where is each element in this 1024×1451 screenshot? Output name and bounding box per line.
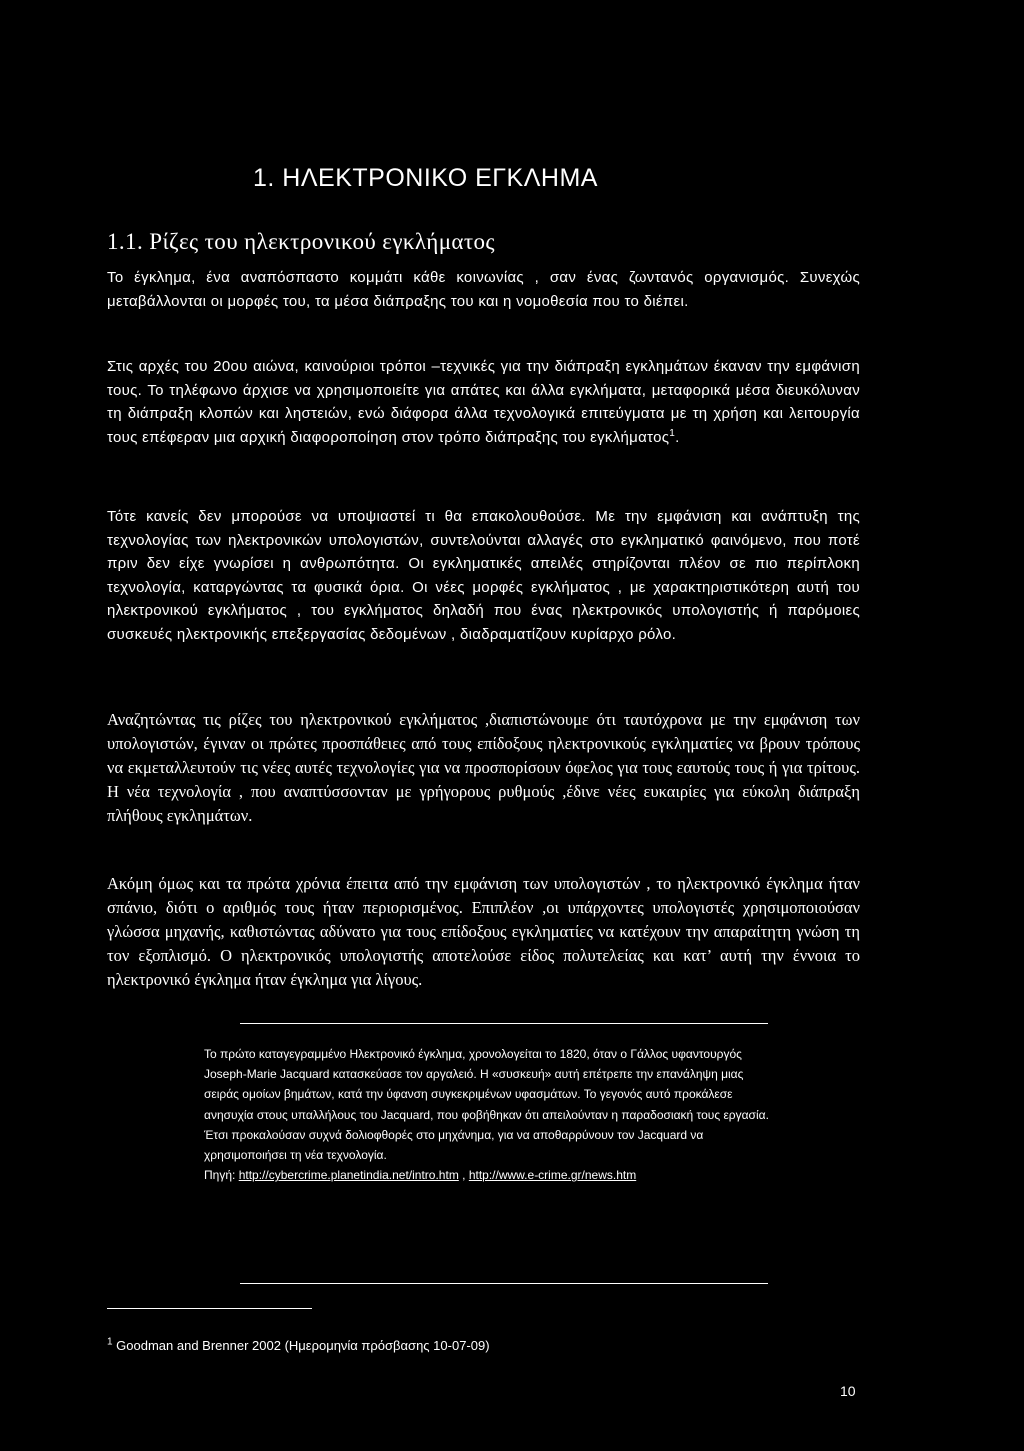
box-note-source: [204, 1165, 776, 1185]
footnote: [107, 1338, 490, 1353]
chapter-title: 1. ΗΛΕΚΤΡΟΝΙΚΟ ΕΓΚΛΗΜΑ: [253, 164, 598, 192]
paragraph-2-end: .: [675, 428, 680, 446]
paragraph-2-text: Στις αρχές του 20ου αιώνα, καινούριοι τρόποι –τεχνικές για την διάπραξη εγκλημάτων έκαναν την εμφάνιση τους. Το τηλέφωνο άρχισε να χρησιμοποιείτε για απάτες και άλλα εγκλήματα, μεταφορικά μέσα διευκόλυναν τη διάπραξη κλοπών και ληστειών, ενώ διάφορα άλλα τεχνολογικά επιτεύγματα με τη χρήση και λειτουργία τους επέφεραν μια αρχική διαφοροποίηση στον τρόπο διάπραξης του εγκλήματος: [107, 358, 860, 446]
box-note: [204, 1044, 776, 1185]
paragraph-1: Το έγκλημα, ένα αναπόσπαστο κομμάτι κάθε κοινωνίας , σαν ένας ζωντανός οργανισμός. Συνεχώς μεταβάλλονται οι μορφές του, τα μέσα διάπραξης του και η νομοθεσία που το διέπει.: [107, 269, 860, 310]
footnote-separator: [107, 1308, 312, 1309]
paragraph-3: Τότε κανείς δεν μπορούσε να υποψιαστεί τι θα επακολουθούσε. Με την εμφάνιση και ανάπτυξη της τεχνολογίας των ηλεκτρονικών υπολογιστών, συντελούνται αλλαγές στο εγκληματικό φαινόμενο, που ποτέ πριν δεν είχε γνωρίσει η ανθρωπότητα. Οι εγκληματικές απειλές στηρίζονται πλέον σε πιο περίπλοκη τεχνολογία, καταργώντας τα φυσικά όρια. Οι νέες μορφές εγκλήματος , με χαρακτηριστικότερη αυτή του ηλεκτρονικού εγκλήματος , του εγκλήματος δηλαδή που ένας ηλεκτρονικός υπολογιστής ή παρόμοιες συσκευές ηλεκτρονικής επεξεργασίας δεδομένων , διαδραματίζουν κυρίαρχο ρόλο.: [107, 508, 860, 643]
paragraph-5: Ακόμη όμως και τα πρώτα χρόνια έπειτα από την εμφάνιση των υπολογιστών , το ηλεκτρονικό έγκλημα ήταν σπάνιο, διότι ο αριθμός τους ήταν περιορισμένος. Επιπλέον ,οι υπάρχοντες υπολογιστές χρησιμοποιούσαν γλώσσα μηχανής, καθιστώντας αδύνατο για τους επίδοξους εγκληματίες να κατέχουν την απαραίτητη γνώση τη τον εξοπλισμό. Ο ηλεκτρονικός υπολογιστής αποτελούσε είδος πολυτελείας και κατ’ αυτή την έννοια το ηλεκτρονικό έγκλημα ήταν έγκλημα για λίγους.: [107, 874, 860, 989]
source-link-1[interactable]: http://cybercrime.planetindia.net/intro.htm: [238, 1168, 459, 1183]
page-number: 10: [840, 1383, 856, 1399]
section-title: 1.1. Ρίζες του ηλεκτρονικού εγκλήματος: [107, 229, 495, 254]
paragraph-4: Αναζητώντας τις ρίζες του ηλεκτρονικού εγκλήματος ,διαπιστώνουμε ότι ταυτόχρονα με την εμφάνιση των υπολογιστών, έγιναν οι πρώτες προσπάθειες από τους επίδοξους ηλεκτρονικούς εγκληματίες να βρουν τρόπους να εκμεταλλευτούν τις νέες αυτές τεχνολογίες για να προσπορίσουν όφελος για τους εαυτούς τους ή για τρίτους. Η νέα τεχνολογία , που αναπτύσσονταν με γρήγορους ρυθμούς ,έδινε νέες ευκαιρίες για εύκολη διάπραξη πλήθους εγκλημάτων.: [107, 710, 860, 825]
footnote-number: 1: [107, 1336, 113, 1348]
source-link-2[interactable]: http://www.e-crime.gr/news.htm: [468, 1168, 637, 1183]
box-top-rule: [240, 1023, 768, 1024]
paragraph-2: [107, 355, 860, 449]
footnote-text: Goodman and Brenner 2002 (Ημερομηνία πρόσβασης 10-07-09): [112, 1338, 490, 1353]
source-separator: ,: [458, 1168, 469, 1183]
source-label: Πηγή:: [204, 1168, 236, 1183]
box-bottom-rule: [240, 1283, 768, 1284]
box-note-text: Το πρώτο καταγεγραμμένο Ηλεκτρονικό έγκλημα, χρονολογείται το 1820, όταν ο Γάλλος υφαντουργός Joseph-Marie Jacquard κατασκεύασε τον αργαλειό. Η «συσκευή» αυτή επέτρεπε την επανάληψη μιας σειράς ομοίων βημάτων, κατά την ύφανση συγκεκριμένων υφασμάτων. Το γεγονός αυτό προκάλεσε ανησυχία στους υπαλλήλους του Jacquard, που φοβήθηκαν ότι απειλούνταν η παραδοσιακή τους εργασία. Έτσι προκαλούσαν συχνά δολιοφθορές στο μηχάνημα, για να αποθαρρύνουν τον Jacquard να χρησιμοποιήσει τη νέα τεχνολογία.: [204, 1047, 769, 1163]
footnote-ref[interactable]: 1: [669, 427, 676, 439]
